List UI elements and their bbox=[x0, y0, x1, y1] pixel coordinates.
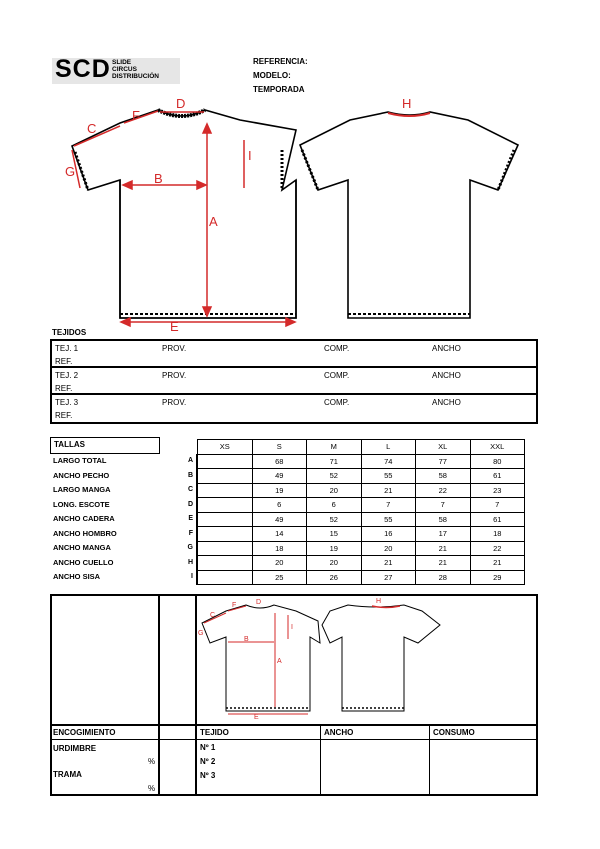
size-value: 15 bbox=[307, 527, 362, 542]
size-value: 7 bbox=[470, 498, 525, 513]
size-value: 29 bbox=[470, 570, 525, 585]
ancho-label: ANCHO bbox=[324, 728, 354, 737]
small-label-e: E bbox=[254, 714, 259, 721]
size-value: 23 bbox=[470, 483, 525, 498]
size-value: 49 bbox=[252, 469, 307, 484]
small-label-c: C bbox=[210, 612, 216, 619]
logo-text: SCD bbox=[55, 55, 111, 83]
consumo-label: CONSUMO bbox=[433, 728, 475, 737]
size-value: 20 bbox=[252, 556, 307, 571]
measurement-code: D bbox=[160, 498, 197, 513]
size-value: 20 bbox=[307, 483, 362, 498]
size-value: 19 bbox=[307, 541, 362, 556]
dim-label-e: E bbox=[170, 319, 179, 334]
size-value bbox=[198, 512, 253, 527]
size-value: 18 bbox=[470, 527, 525, 542]
urdimbre-percent: % bbox=[148, 757, 156, 766]
size-value: 22 bbox=[470, 541, 525, 556]
size-value: 52 bbox=[307, 512, 362, 527]
dim-label-g: G bbox=[65, 164, 76, 179]
size-value: 27 bbox=[361, 570, 416, 585]
measurement-code: C bbox=[160, 483, 197, 498]
size-col-header: M bbox=[307, 440, 362, 455]
size-value bbox=[198, 483, 253, 498]
small-label-d: D bbox=[256, 599, 262, 606]
size-col-header: XL bbox=[416, 440, 471, 455]
size-col-header: XS bbox=[198, 440, 253, 455]
urdimbre-label: URDIMBRE bbox=[53, 744, 97, 753]
size-col-header: L bbox=[361, 440, 416, 455]
size-value: 14 bbox=[252, 527, 307, 542]
logo-subtitle: SLIDE CIRCUS DISTRIBUCIÓN bbox=[112, 59, 159, 80]
dim-label-a: A bbox=[209, 214, 218, 229]
size-col-header: XXL bbox=[470, 440, 525, 455]
fabric-row-1: TEJ. 1 REF. PROV. COMP. ANCHO bbox=[52, 341, 536, 368]
measurement-label: ANCHO HOMBRO bbox=[53, 528, 117, 538]
trama-label: TRAMA bbox=[53, 770, 82, 779]
size-value: 21 bbox=[361, 483, 416, 498]
dim-label-c: C bbox=[87, 121, 97, 136]
measurement-code: F bbox=[160, 527, 197, 542]
measurement-label: ANCHO MANGA bbox=[53, 543, 111, 552]
small-label-a: A bbox=[277, 658, 282, 665]
measurement-code: B bbox=[160, 469, 197, 484]
size-value: 61 bbox=[470, 469, 525, 484]
size-col-header: S bbox=[252, 440, 307, 455]
measurement-label: ANCHO CUELLO bbox=[53, 557, 114, 567]
measurement-label: ANCHO SISA bbox=[53, 572, 101, 581]
temporada-label: TEMPORADA bbox=[253, 85, 305, 94]
table-row bbox=[198, 541, 525, 556]
size-value: 21 bbox=[416, 541, 471, 556]
size-value: 58 bbox=[416, 469, 471, 484]
sizes-header-row bbox=[198, 440, 525, 455]
measurement-label: LARGO MANGA bbox=[53, 485, 111, 494]
size-value: 7 bbox=[416, 498, 471, 513]
tallas-header: TALLAS bbox=[50, 437, 160, 454]
size-value: 18 bbox=[252, 541, 307, 556]
measurement-code: I bbox=[160, 570, 197, 585]
size-value: 25 bbox=[252, 570, 307, 585]
size-value bbox=[198, 541, 253, 556]
measurement-code: H bbox=[160, 556, 197, 571]
table-row bbox=[198, 469, 525, 484]
size-value: 6 bbox=[307, 498, 362, 513]
garment-diagram-small bbox=[196, 595, 446, 723]
small-label-h: H bbox=[376, 598, 382, 605]
size-value: 49 bbox=[252, 512, 307, 527]
size-value bbox=[198, 570, 253, 585]
size-value: 77 bbox=[416, 454, 471, 469]
size-value: 17 bbox=[416, 527, 471, 542]
size-value: 19 bbox=[252, 483, 307, 498]
trama-percent: % bbox=[148, 784, 156, 793]
table-row bbox=[198, 512, 525, 527]
fabric-row-3: TEJ. 3 REF. PROV. COMP. ANCHO bbox=[55, 398, 461, 420]
size-value: 28 bbox=[416, 570, 471, 585]
dim-label-b: B bbox=[154, 171, 163, 186]
size-value: 61 bbox=[470, 512, 525, 527]
table-row bbox=[198, 498, 525, 513]
size-value: 68 bbox=[252, 454, 307, 469]
dim-label-i: I bbox=[248, 148, 252, 163]
size-value: 55 bbox=[361, 512, 416, 527]
fabric-row-2: TEJ. 2 REF. PROV. COMP. ANCHO bbox=[52, 368, 536, 395]
size-value: 6 bbox=[252, 498, 307, 513]
size-value: 21 bbox=[361, 556, 416, 571]
measurement-code: G bbox=[160, 541, 197, 556]
tejido-n1: Nº 1 bbox=[200, 743, 216, 752]
tejido-n2: Nº 2 bbox=[200, 757, 216, 766]
modelo-label: MODELO: bbox=[253, 71, 291, 80]
small-label-i: I bbox=[291, 624, 293, 631]
size-value: 20 bbox=[361, 541, 416, 556]
fabrics-table bbox=[50, 339, 538, 424]
small-label-b: B bbox=[244, 636, 249, 643]
table-row bbox=[198, 454, 525, 469]
size-value bbox=[198, 469, 253, 484]
size-value: 21 bbox=[470, 556, 525, 571]
measurement-codes bbox=[160, 454, 197, 585]
size-value: 26 bbox=[307, 570, 362, 585]
table-row bbox=[198, 556, 525, 571]
size-value bbox=[198, 498, 253, 513]
table-row bbox=[198, 570, 525, 585]
dim-label-h: H bbox=[402, 96, 412, 111]
measurement-label: ANCHO PECHO bbox=[53, 470, 110, 480]
encogimiento-label: ENCOGIMIENTO bbox=[53, 728, 116, 737]
measurement-label: ANCHO CADERA bbox=[53, 514, 115, 523]
tejido-label: TEJIDO bbox=[200, 728, 229, 737]
measurement-code: E bbox=[160, 512, 197, 527]
size-value: 7 bbox=[361, 498, 416, 513]
referencia-label: REFERENCIA: bbox=[253, 57, 308, 66]
size-value bbox=[198, 454, 253, 469]
sizes-table bbox=[197, 439, 525, 585]
small-label-g: G bbox=[198, 630, 204, 637]
size-value: 21 bbox=[416, 556, 471, 571]
size-value: 58 bbox=[416, 512, 471, 527]
garment-diagram-large bbox=[0, 0, 600, 340]
measurement-code: A bbox=[160, 454, 197, 469]
size-value: 52 bbox=[307, 469, 362, 484]
size-value: 74 bbox=[361, 454, 416, 469]
tejido-n3: Nº 3 bbox=[200, 771, 216, 780]
measurement-label: LARGO TOTAL bbox=[53, 456, 107, 465]
measurement-labels bbox=[50, 454, 160, 585]
dim-label-d: D bbox=[176, 96, 186, 111]
size-value: 71 bbox=[307, 454, 362, 469]
table-row bbox=[198, 483, 525, 498]
size-value: 20 bbox=[307, 556, 362, 571]
size-value: 22 bbox=[416, 483, 471, 498]
measurement-label: LONG. ESCOTE bbox=[53, 499, 110, 509]
size-value: 16 bbox=[361, 527, 416, 542]
table-row bbox=[198, 527, 525, 542]
size-value: 55 bbox=[361, 469, 416, 484]
small-label-f: F bbox=[232, 602, 237, 609]
fabrics-title: TEJIDOS bbox=[52, 328, 87, 336]
dim-label-f: F bbox=[132, 108, 140, 123]
size-value bbox=[198, 527, 253, 542]
size-value: 80 bbox=[470, 454, 525, 469]
size-value bbox=[198, 556, 253, 571]
